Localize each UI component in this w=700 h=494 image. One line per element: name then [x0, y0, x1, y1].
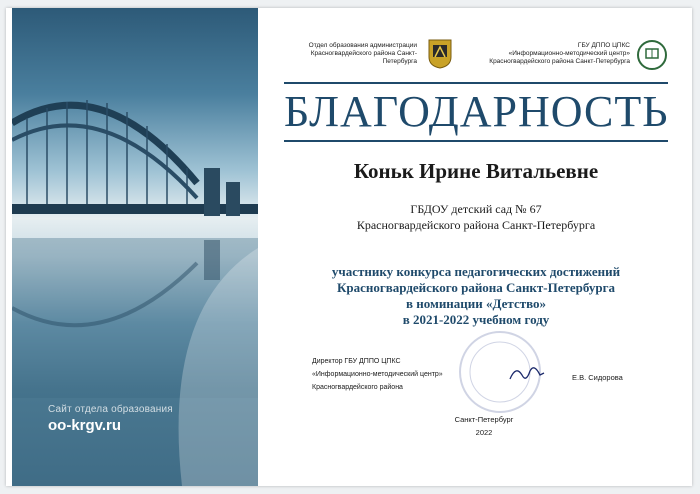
title-top-rule: [284, 82, 668, 84]
signatory-position: [312, 355, 492, 394]
handwritten-signature: [506, 361, 546, 387]
imc-logo-icon: [636, 39, 668, 71]
issue-place-date: [424, 413, 544, 439]
recipient-name: Коньк Ирине Витальевне: [353, 159, 599, 183]
institution: [284, 201, 668, 233]
reason-line: Красногвардейского района Санкт-Петербурга: [336, 280, 616, 295]
header-right-organization: [480, 42, 630, 66]
site-info: [48, 404, 173, 434]
institution-line: Красногвардейского района Санкт-Петербурга: [356, 218, 596, 232]
header-left-line: Красногвардейского района Санкт-Петербурга: [310, 50, 417, 65]
reason-line: в 2021-2022 учебном году: [402, 312, 550, 327]
header-left-organization: [289, 42, 417, 66]
institution-line: ГБДОУ детский сад № 67: [410, 202, 542, 216]
signatory-name: Е.В. Сидорова: [572, 373, 623, 382]
header-left-line: Отдел образования администрации: [308, 42, 417, 49]
header-right-line: «Информационно-методический центр»: [508, 50, 630, 57]
issue-year: 2022: [475, 428, 493, 437]
reason-line: участнику конкурса педагогических достижений: [331, 264, 621, 279]
header-right-line: ГБУ ДППО ЦПКС: [577, 42, 630, 49]
header-right-line: Красногвардейского района Санкт-Петербурга: [489, 58, 630, 65]
certificate-title: БЛАГОДАРНОСТЬ: [284, 87, 669, 136]
coat-of-arms-icon: [428, 39, 452, 69]
certificate-sheet: [6, 8, 692, 486]
award-reason: [284, 264, 668, 328]
position-line: «Информационно-методический центр»: [312, 371, 443, 378]
title-bottom-rule: [284, 140, 668, 142]
site-caption: Сайт отдела образования: [48, 404, 173, 415]
issue-city: Санкт-Петербург: [454, 415, 514, 424]
position-line: Директор ГБУ ДППО ЦПКС: [312, 358, 401, 365]
position-line: Красногвардейского района: [312, 384, 403, 391]
site-url[interactable]: oo-krgv.ru: [48, 417, 122, 434]
decorative-bridge-panel: [12, 8, 258, 486]
reason-line: в номинации «Детство»: [405, 296, 547, 311]
